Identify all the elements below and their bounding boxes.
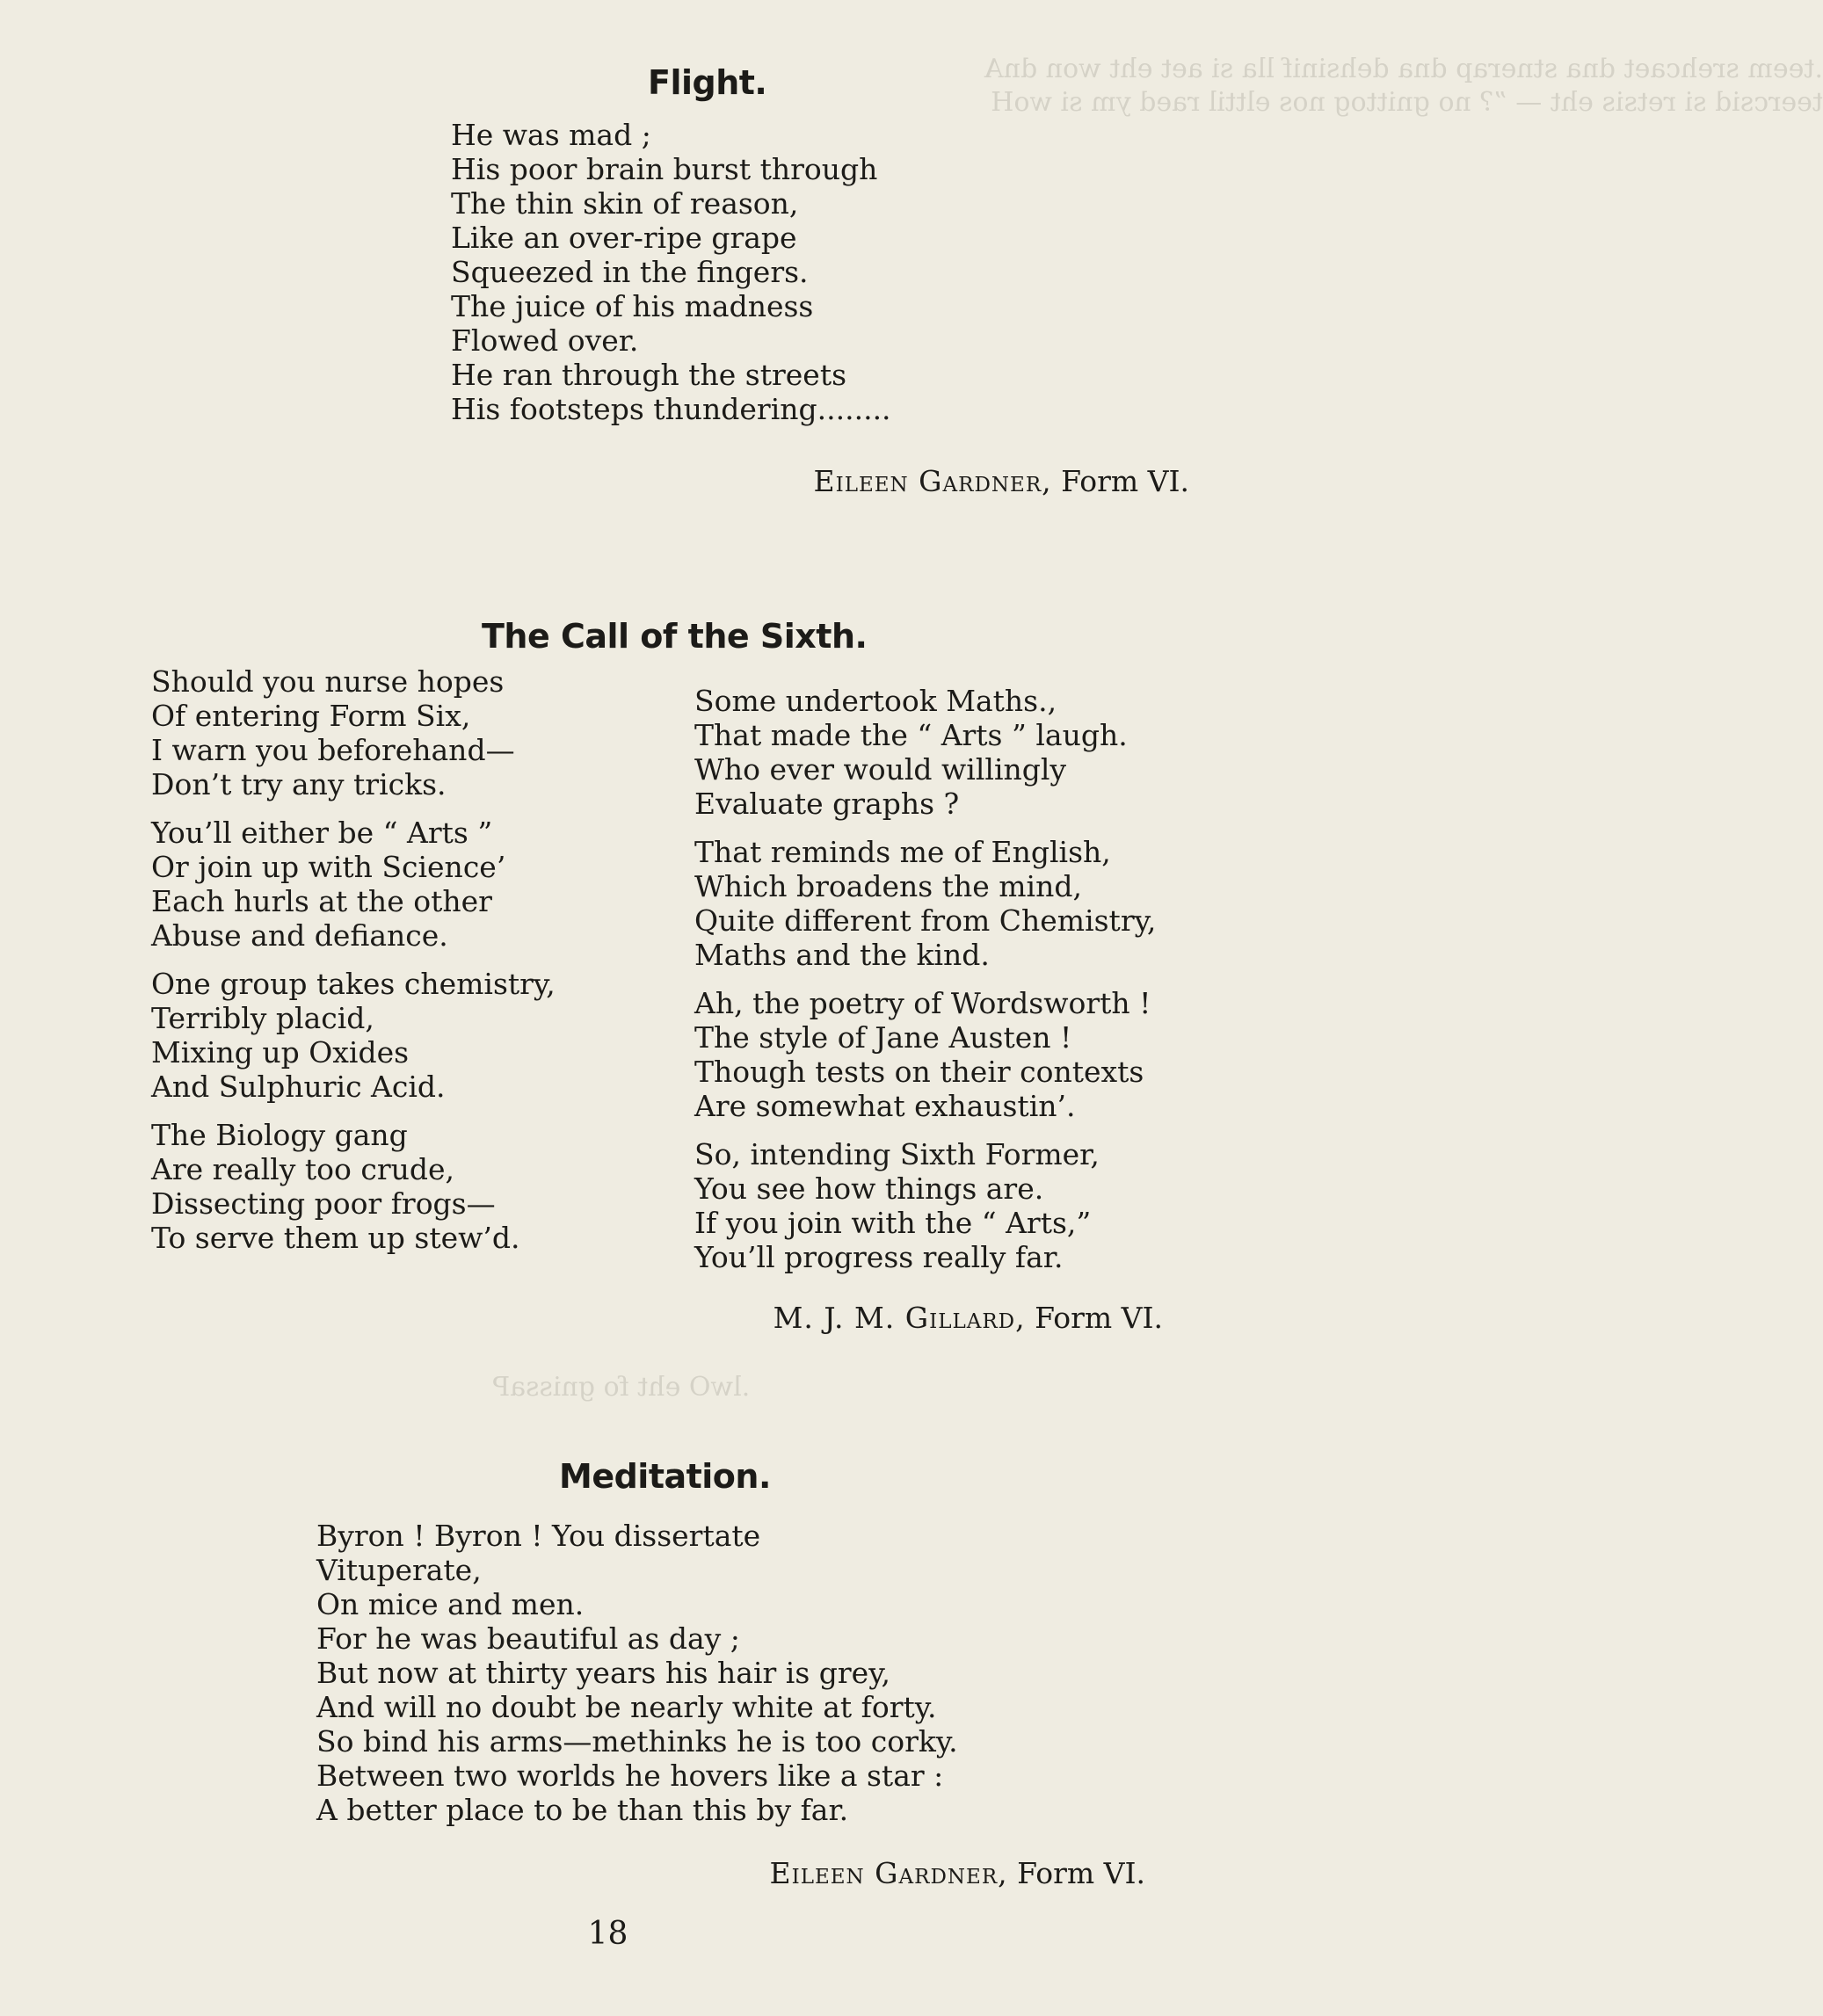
poem-line: Byron ! Byron ! You dissertate bbox=[316, 1519, 761, 1553]
poem-line: That reminds me of English, bbox=[694, 835, 1111, 869]
poem-line: The thin skin of reason, bbox=[451, 186, 799, 221]
poem-title-meditation: Meditation. bbox=[559, 1457, 771, 1496]
poem-line: Abuse and defiance. bbox=[151, 918, 448, 953]
poem-line: To serve them up stew’d. bbox=[151, 1221, 520, 1255]
poem-title-call-of-the-sixth: The Call of the Sixth. bbox=[482, 617, 868, 656]
stanza bbox=[694, 684, 1156, 821]
poem-line: Which broadens the mind, bbox=[694, 869, 1082, 903]
poem-line: His footsteps thundering........ bbox=[451, 392, 891, 426]
author-form: Form VI. bbox=[1017, 1856, 1145, 1890]
poem-line: Ah, the poetry of Wordsworth ! bbox=[694, 986, 1151, 1020]
poem-line: Mixing up Oxides bbox=[151, 1035, 410, 1070]
poem-line: Who ever would willingly bbox=[694, 752, 1067, 787]
stanza bbox=[694, 835, 1156, 972]
byline-flight bbox=[814, 464, 1189, 498]
poem-flight bbox=[451, 118, 891, 426]
author-name: M. J. M. Gillard, bbox=[773, 1301, 1026, 1335]
poem-line: Quite different from Chemistry, bbox=[694, 903, 1157, 938]
poem-line: So bind his arms—methinks he is too corky. bbox=[316, 1724, 958, 1759]
poem-meditation bbox=[316, 1519, 958, 1827]
poem-line: One group takes chemistry, bbox=[151, 967, 556, 1001]
poem-line: Like an over-ripe grape bbox=[451, 221, 797, 255]
poem-line: He ran through the streets bbox=[451, 358, 847, 392]
poem-line: The juice of his madness bbox=[451, 289, 814, 323]
poem-line: Evaluate graphs ? bbox=[694, 787, 960, 821]
author-form: Form VI. bbox=[1061, 464, 1189, 498]
poem-line: Terribly placid, bbox=[151, 1001, 374, 1035]
poem-line: And will no doubt be nearly white at forty. bbox=[316, 1690, 937, 1724]
reverse-side-bleed: .teem srehcaet dna stnerap dna dehsinif lla si aet eht won dnA teercsid si retsis eht — ”? no gnittog nos elttil raed ym si woH bbox=[984, 54, 1823, 118]
poem-title-flight: Flight. bbox=[648, 63, 767, 102]
poem-line: For he was beautiful as day ; bbox=[316, 1621, 740, 1656]
stanza bbox=[694, 1137, 1156, 1274]
poem-line: His poor brain burst through bbox=[451, 152, 878, 186]
page-number: 18 bbox=[587, 1916, 628, 1952]
poem-line: Each hurls at the other bbox=[151, 884, 492, 918]
poem-line: Are somewhat exhaustin’. bbox=[694, 1089, 1076, 1123]
poem-line: On mice and men. bbox=[316, 1587, 585, 1621]
poem-line: Maths and the kind. bbox=[694, 938, 990, 972]
author-name: Eileen Gardner, bbox=[813, 464, 1052, 498]
poem-line: Dissecting poor frogs— bbox=[151, 1186, 496, 1221]
author-name: Eileen Gardner, bbox=[769, 1856, 1008, 1890]
poem-line: Vituperate, bbox=[316, 1553, 482, 1587]
byline-sixth bbox=[774, 1301, 1163, 1335]
poem-line: The style of Jane Austen ! bbox=[694, 1020, 1072, 1055]
poem-line: And Sulphuric Acid. bbox=[151, 1070, 446, 1104]
author-form: Form VI. bbox=[1035, 1301, 1163, 1335]
poem-line: You see how things are. bbox=[694, 1171, 1044, 1206]
poem-line: Don’t try any tricks. bbox=[151, 767, 447, 801]
poem-sixth-left-column bbox=[151, 664, 556, 1269]
poem-line: A better place to be than this by far. bbox=[316, 1793, 849, 1827]
stanza bbox=[151, 664, 556, 801]
poem-line: You’ll progress really far. bbox=[694, 1240, 1064, 1274]
poem-line: Between two worlds he hovers like a star : bbox=[316, 1759, 944, 1793]
poem-line: Or join up with Science’ bbox=[151, 850, 506, 884]
byline-meditation bbox=[770, 1856, 1145, 1890]
poem-line: So, intending Sixth Former, bbox=[694, 1137, 1100, 1171]
stanza bbox=[694, 986, 1156, 1123]
reverse-side-bleed: .lwO eht fo gnissaP bbox=[492, 1372, 751, 1403]
poem-line: Flowed over. bbox=[451, 323, 639, 358]
poem-line: He was mad ; bbox=[451, 118, 651, 152]
stanza bbox=[151, 1118, 556, 1255]
poem-sixth-right-column bbox=[694, 684, 1156, 1288]
poem-line: That made the “ Arts ” laugh. bbox=[694, 718, 1128, 752]
poem-line: If you join with the “ Arts,” bbox=[694, 1206, 1092, 1240]
poem-line: I warn you beforehand— bbox=[151, 733, 515, 767]
poem-line: Of entering Form Six, bbox=[151, 699, 471, 733]
poem-line: Should you nurse hopes bbox=[151, 664, 505, 699]
poem-line: Are really too crude, bbox=[151, 1152, 454, 1186]
poem-line: The Biology gang bbox=[151, 1118, 408, 1152]
poem-line: Some undertook Maths., bbox=[694, 684, 1057, 718]
poem-line: You’ll either be “ Arts ” bbox=[151, 816, 493, 850]
poem-line: Though tests on their contexts bbox=[694, 1055, 1144, 1089]
poem-line: Squeezed in the fingers. bbox=[451, 255, 809, 289]
stanza bbox=[151, 816, 556, 953]
stanza bbox=[151, 967, 556, 1104]
poem-line: But now at thirty years his hair is grey, bbox=[316, 1656, 890, 1690]
